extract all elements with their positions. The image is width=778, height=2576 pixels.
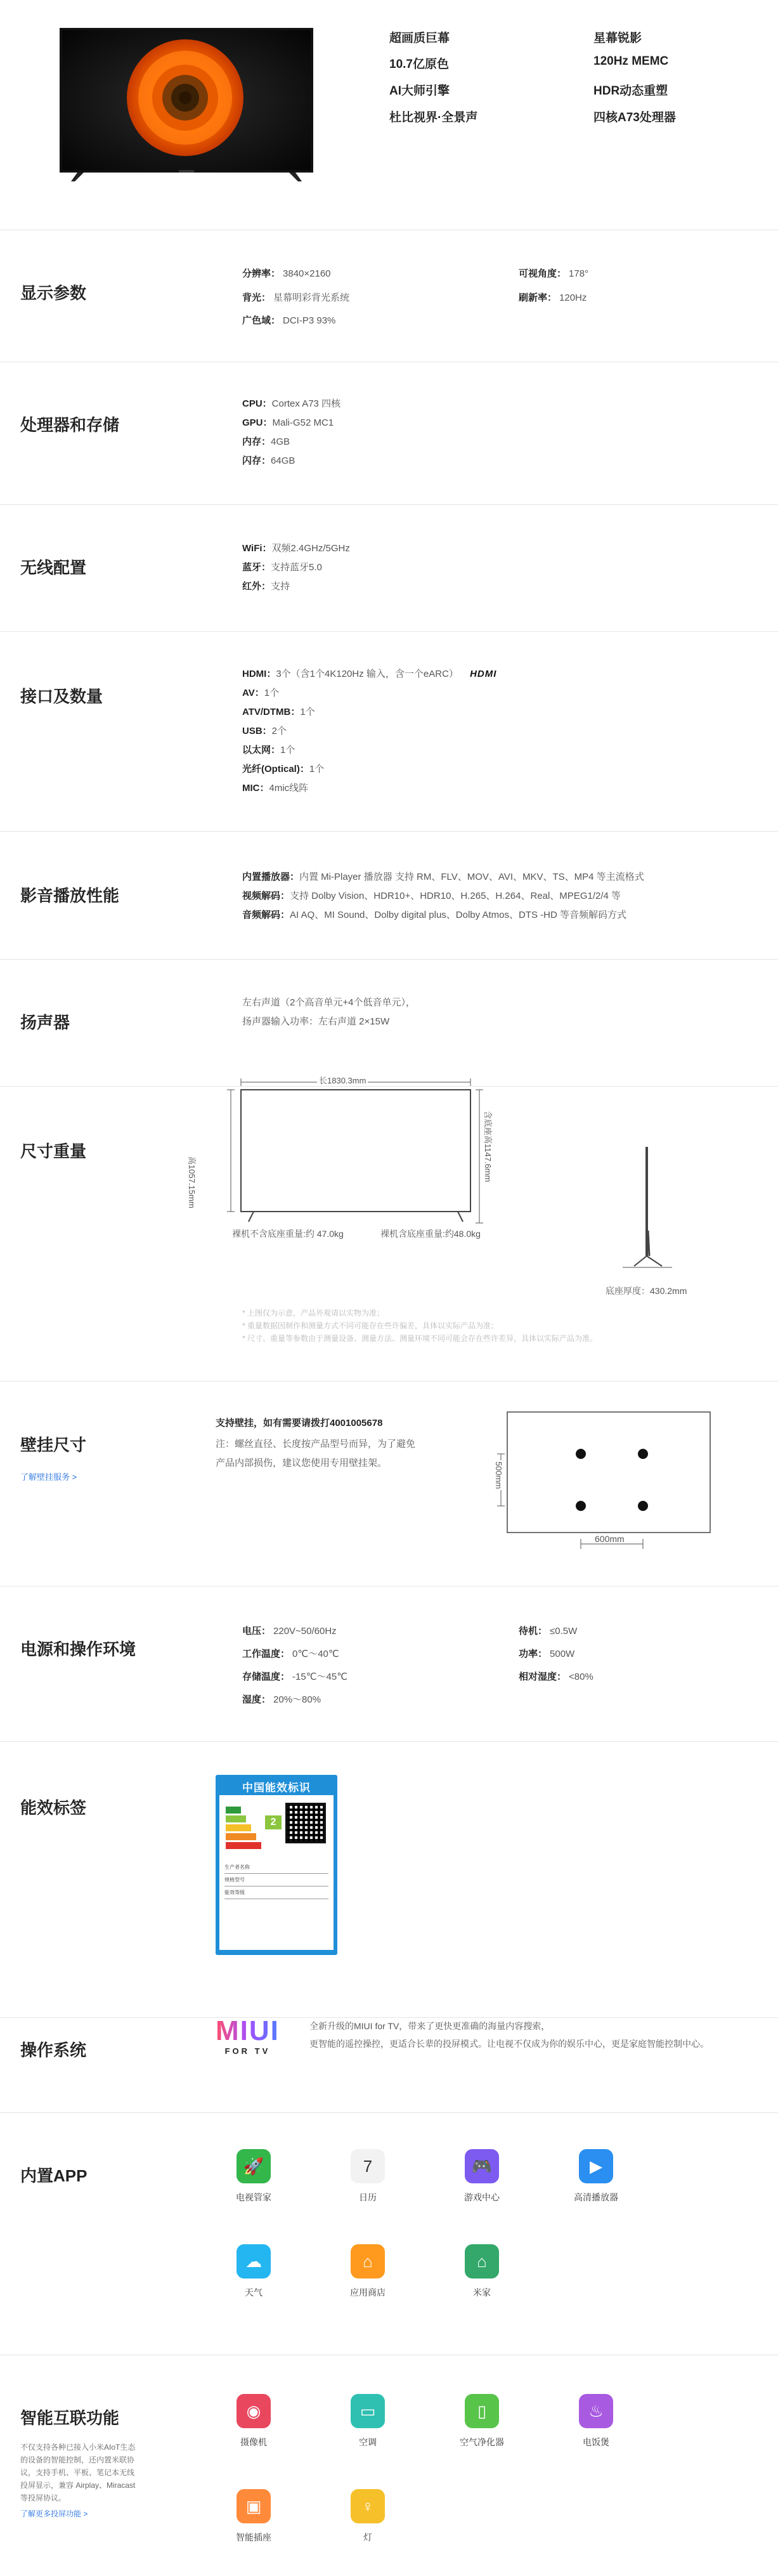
display-title: 显示参数	[20, 284, 87, 303]
energy-label-title: 中国能效标识	[242, 1782, 311, 1794]
apps-title: 内置APP	[20, 2166, 88, 2185]
device-air-conditioner[interactable]	[330, 2394, 406, 2449]
spec-rel-humidity: 相对湿度： <80%	[519, 1671, 593, 1682]
app-play[interactable]	[558, 2149, 634, 2204]
os-title: 操作系统	[20, 2041, 87, 2060]
app-gamepad[interactable]	[444, 2149, 520, 2204]
size-note-2: * 重量数据因制作和测量方式不同可能存在些许偏差，具体以实际产品为准；	[242, 1321, 499, 1330]
smart-title: 智能互联功能	[20, 2409, 120, 2428]
qr-code	[285, 1803, 326, 1843]
wall-note-2: 产品内部损伤，建议您使用专用壁挂架。	[216, 1458, 387, 1468]
app-label: 天气	[245, 2287, 263, 2298]
spec-resolution: 分辨率： 3840×2160	[242, 268, 331, 279]
app-label: 电视管家	[236, 2192, 271, 2202]
tv-product-image	[58, 27, 314, 183]
wall-v-label: 500mm	[494, 1461, 503, 1489]
size-diagram	[222, 1067, 488, 1245]
ports-specs	[242, 665, 496, 798]
smart-desc-1: 不仅支持各种已接入小米AIoT生态	[20, 2443, 136, 2452]
rice-cooker-icon: ♨	[579, 2394, 613, 2428]
wall-service-link[interactable]: 了解壁挂服务 >	[20, 1472, 77, 1482]
ports-title: 接口及数量	[20, 687, 103, 706]
processor-title: 处理器和存储	[20, 415, 120, 435]
app-calendar[interactable]	[330, 2149, 406, 2204]
device-lamp[interactable]	[330, 2489, 406, 2544]
air-purifier-icon: ▯	[465, 2394, 499, 2428]
device-rice-cooker[interactable]	[558, 2394, 634, 2449]
miui-logo-sub: FOR TV	[224, 2046, 271, 2056]
stand-depth-label: 底座厚度：430.2mm	[606, 1286, 687, 1296]
spec-infrared: 红外：支持	[242, 581, 290, 592]
spec-storage: 闪存：64GB	[242, 455, 295, 466]
tv-illustration	[58, 27, 314, 183]
os-desc-1: 全新升级的MIUI for TV，带来了更快更准确的海量内容搜索，	[309, 2021, 550, 2031]
spec-mic: MIC：4mic线阵	[242, 783, 309, 794]
rocket-icon: 🚀	[237, 2149, 271, 2183]
hdmi-logo: HDMI	[470, 669, 497, 679]
weight-with-stand: 裸机含底座重量:约48.0kg	[380, 1229, 481, 1239]
spec-work-temp: 工作温度： 0℃～40℃	[242, 1649, 339, 1659]
energy-label-card	[216, 1775, 337, 1955]
wall-title: 壁挂尺寸	[20, 1435, 87, 1455]
media-title: 影音播放性能	[20, 886, 120, 905]
miui-logo	[216, 2016, 280, 2056]
wall-h-label: 600mm	[595, 1534, 625, 1544]
gamepad-icon: 🎮	[465, 2149, 499, 2183]
spec-backlight: 背光： 星幕明彩背光系统	[242, 292, 350, 303]
app-label: 米家	[473, 2287, 491, 2298]
air-conditioner-icon: ▭	[351, 2394, 385, 2428]
spec-optical: 光纤(Optical)：1个	[242, 764, 325, 775]
spec-standby: 待机： ≤0.5W	[519, 1626, 578, 1637]
device-label: 灯	[363, 2532, 372, 2542]
device-label: 空调	[359, 2437, 377, 2447]
cloud-icon: ☁	[237, 2244, 271, 2279]
feature-7: 杜比视界·全景声	[389, 111, 478, 124]
spec-player: 内置播放器：内置 Mi-Player 播放器 支持 RM、FLV、MOV、AVI、MKV、TS、MP4 等主流格式	[242, 872, 644, 882]
size-notes	[242, 1307, 597, 1345]
power-title: 电源和操作环境	[20, 1640, 136, 1659]
app-mijia[interactable]	[444, 2244, 520, 2299]
device-label: 电饭煲	[583, 2437, 609, 2447]
spec-gpu: GPU：Mali-G52 MC1	[242, 417, 334, 428]
speaker-line-2: 扬声器输入功率：左右声道 2×15W	[242, 1016, 390, 1027]
spec-av: AV：1个	[242, 688, 280, 698]
mijia-icon: ⌂	[465, 2244, 499, 2279]
feature-6: HDR动态重塑	[593, 84, 668, 98]
spec-ethernet: 以太网：1个	[242, 745, 295, 755]
spec-humidity: 湿度： 20%～80%	[242, 1694, 321, 1705]
height-label: 高1057.15mm	[186, 1154, 198, 1210]
media-specs	[242, 868, 644, 925]
app-label: 应用商店	[350, 2287, 386, 2298]
device-socket[interactable]	[216, 2489, 292, 2544]
wall-heading: 支持壁挂，如有需要请拨打4001005678	[216, 1418, 383, 1429]
speaker-specs	[242, 993, 415, 1031]
miui-logo-text: MIUI	[216, 2015, 280, 2046]
energy-rows	[224, 1861, 328, 1899]
spec-voltage: 电压： 220V~50/60Hz	[242, 1626, 337, 1637]
smart-desc-4: 投屏显示，兼容 Airplay、Miracast	[20, 2481, 136, 2490]
device-air-purifier[interactable]	[444, 2394, 520, 2449]
energy-row-2: 规格型号	[224, 1874, 328, 1886]
spec-wifi: WiFi：双频2.4GHz/5GHz	[242, 543, 350, 554]
spec-usb: USB：2个	[242, 726, 287, 736]
shopping-bag-icon: ⌂	[351, 2244, 385, 2279]
spec-atv: ATV/DTMB：1个	[242, 707, 315, 717]
spec-hdmi: HDMI：3个（含1个4K120Hz 输入，含一个eARC） HDMI	[242, 669, 497, 679]
device-label: 摄像机	[240, 2437, 267, 2447]
spec-audio-decode: 音频解码：AI AQ、MI Sound、Dolby digital plus、Dolby Atmos、DTS -HD 等音频解码方式	[242, 910, 626, 920]
app-label: 游戏中心	[464, 2192, 500, 2202]
smart-desc-5: 等投屏协议。	[20, 2494, 67, 2502]
app-label: 高清播放器	[574, 2192, 618, 2202]
size-note-3: * 尺寸、重量等参数由于测量设备、测量方法、测量环境不同可能会存在些许差异，具体以实际产品为准。	[242, 1334, 598, 1343]
smart-description	[20, 2441, 135, 2519]
weight-no-stand: 裸机不含底座重量:约 47.0kg	[232, 1229, 344, 1239]
energy-row-3: 能效等级	[224, 1886, 328, 1899]
spec-view-angle: 可视角度： 178°	[519, 268, 589, 279]
spec-bluetooth: 蓝牙：支持蓝牙5.0	[242, 562, 322, 573]
app-label: 日历	[359, 2192, 377, 2202]
spec-storage-temp: 存储温度： -15℃～45℃	[242, 1671, 348, 1682]
size-title: 尺寸重量	[20, 1142, 87, 1161]
spec-gamut: 广色域： DCI-P3 93%	[242, 315, 336, 326]
speaker-title: 扬声器	[20, 1013, 70, 1032]
wall-note-1: 注：螺丝直径、长度按产品型号而异，为了避免	[216, 1439, 416, 1449]
app-cloud[interactable]	[216, 2244, 292, 2299]
wall-note	[216, 1435, 415, 1473]
feature-2: 星幕锐影	[593, 32, 642, 45]
smart-desc-2: 的设备的智能控制，还内置米联协	[20, 2455, 135, 2464]
size-note-1: * 上图仅为示意，产品外观请以实物为准；	[242, 1309, 385, 1317]
height-stand-label: 含底座高1147.6mm	[483, 1109, 495, 1184]
speaker-line-1: 左右声道（2个高音单元+4个低音单元），	[242, 997, 415, 1008]
device-label: 智能插座	[236, 2532, 271, 2542]
lamp-icon: ♀	[351, 2489, 385, 2523]
width-label: 长1830.3mm	[317, 1074, 368, 1086]
smart-more-link[interactable]: 了解更多投屏功能 >	[20, 2509, 88, 2518]
feature-8: 四核A73处理器	[593, 111, 676, 124]
wireless-title: 无线配置	[20, 558, 87, 577]
side-view-diagram	[609, 1142, 685, 1281]
feature-4: 120Hz MEMC	[593, 55, 669, 68]
energy-title: 能效标签	[20, 1798, 87, 1817]
spec-cpu: CPU：Cortex A73 四核	[242, 398, 341, 409]
spec-ram: 内存：4GB	[242, 436, 290, 447]
spec-power: 功率： 500W	[519, 1649, 575, 1659]
feature-5: AI大师引擎	[389, 84, 450, 98]
energy-grade-badge: 2	[265, 1815, 282, 1829]
socket-icon: ▣	[237, 2489, 271, 2523]
processor-specs	[242, 395, 340, 471]
wireless-specs	[242, 539, 350, 596]
smart-desc-3: 议，支持手机、平板、笔记本无线	[20, 2468, 135, 2477]
spec-video-decode: 视频解码：支持 Dolby Vision、HDR10+、HDR10、H.265、H.264、Real、MPEG1/2/4 等	[242, 891, 621, 901]
calendar-icon: 7	[351, 2149, 385, 2183]
device-label: 空气净化器	[460, 2437, 504, 2447]
energy-bars	[226, 1807, 261, 1849]
os-description	[309, 2017, 709, 2053]
spec-refresh: 刷新率： 120Hz	[519, 292, 587, 303]
feature-3: 10.7亿原色	[389, 58, 449, 71]
play-icon: ▶	[579, 2149, 613, 2183]
os-desc-2: 更智能的遥控操控，更适合长辈的投屏模式。让电视不仅成为你的娱乐中心，更是家庭智能控制中心。	[309, 2039, 709, 2049]
energy-row-1: 生产者名称	[224, 1861, 328, 1874]
feature-1: 超画质巨幕	[389, 32, 450, 45]
app-shopping-bag[interactable]	[330, 2244, 406, 2299]
app-rocket[interactable]	[216, 2149, 292, 2204]
camera-icon: ◉	[237, 2394, 271, 2428]
device-camera[interactable]	[216, 2394, 292, 2449]
